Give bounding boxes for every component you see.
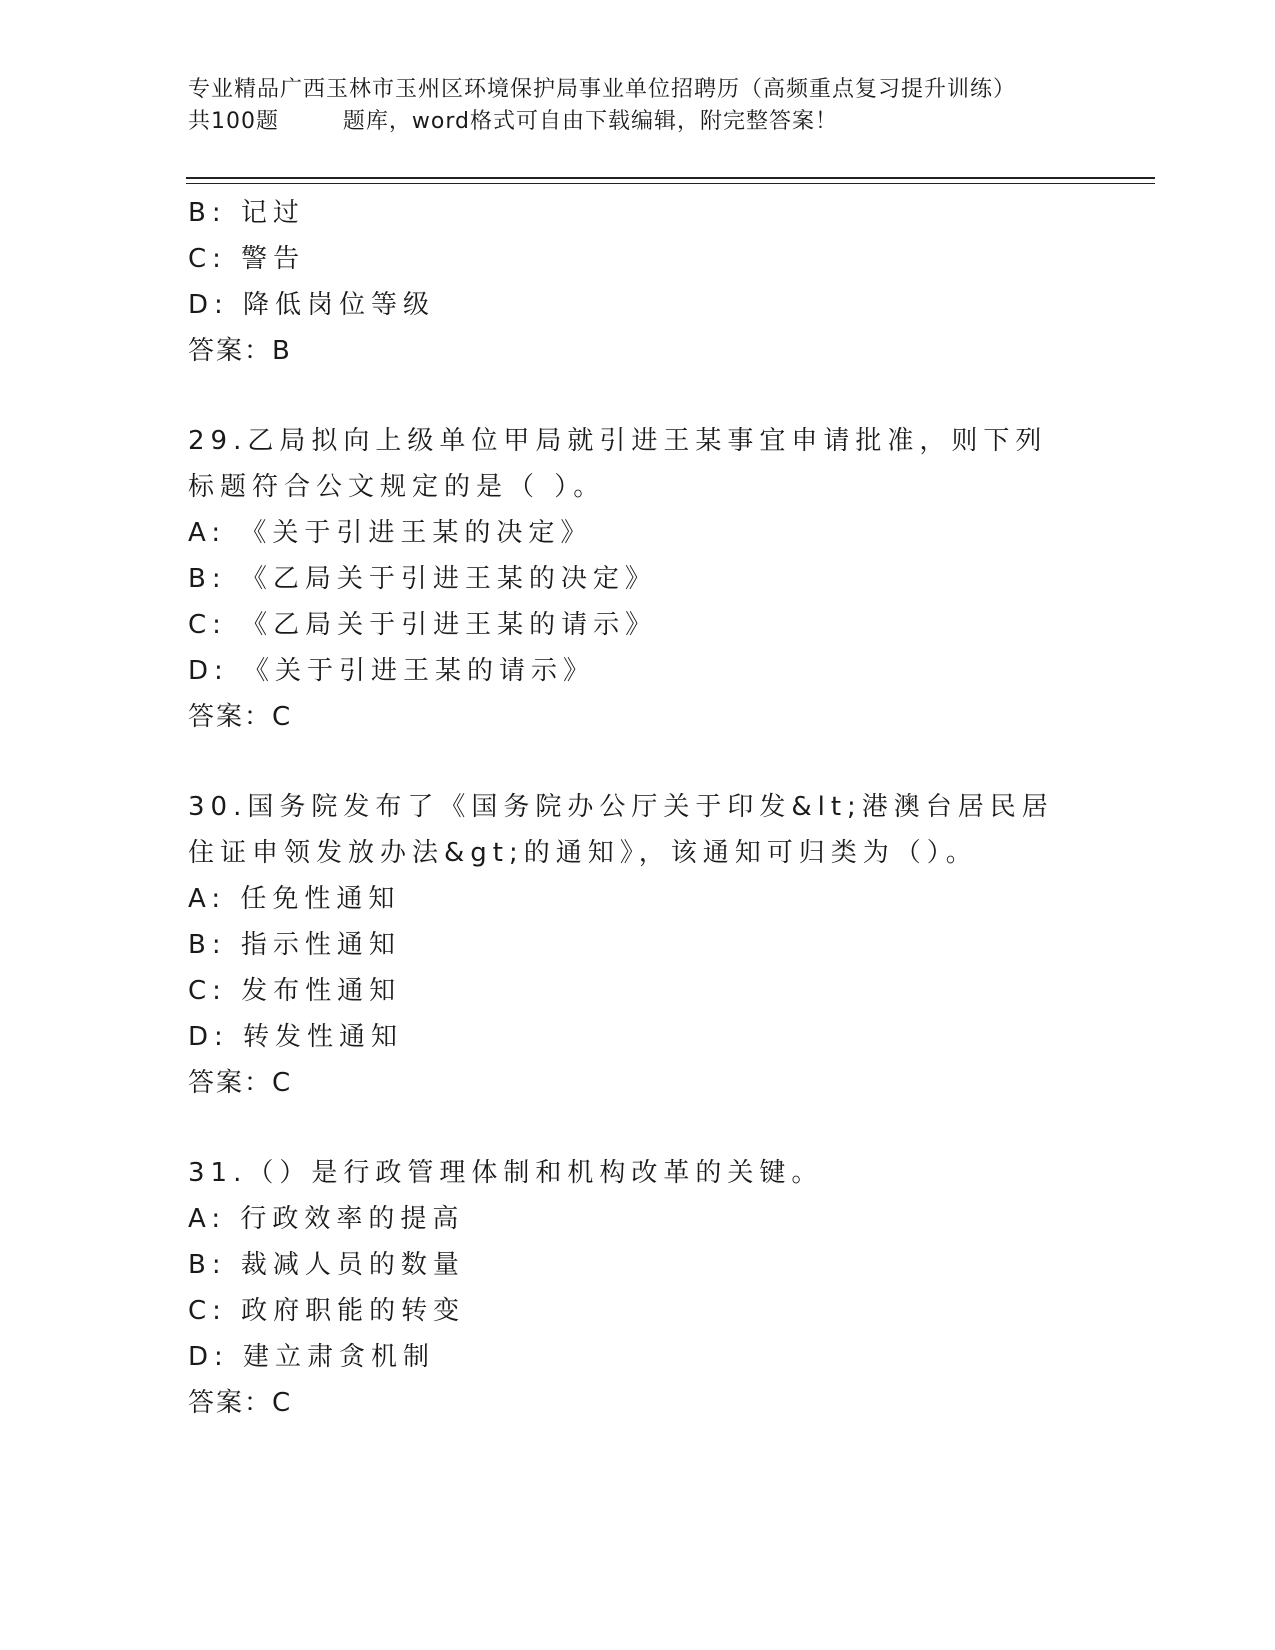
question-30 bbox=[188, 784, 1088, 1106]
question-stem: 30.国务院发布了《国务院办公厅关于印发&lt;港澳台居民居住证申领发放办法&gt;的通知》，该通知可归类为（）。 bbox=[188, 792, 1054, 868]
question-29 bbox=[188, 418, 1088, 740]
option-a: A: 任免性通知 bbox=[188, 884, 401, 914]
document-body bbox=[188, 190, 1088, 1426]
option-d: D: 降低岗位等级 bbox=[188, 290, 436, 320]
option-d: D: 转发性通知 bbox=[188, 1022, 404, 1052]
option-a: A: 行政效率的提高 bbox=[188, 1204, 465, 1234]
option-b: B: 裁减人员的数量 bbox=[188, 1250, 465, 1280]
option-d: D: 建立肃贪机制 bbox=[188, 1342, 436, 1372]
answer-line: 答案：C bbox=[188, 702, 293, 732]
answer-line: 答案：C bbox=[188, 1388, 293, 1418]
option-c: C: 发布性通知 bbox=[188, 976, 402, 1006]
document-header bbox=[188, 74, 1088, 138]
question-stem: 29.乙局拟向上级单位甲局就引进王某事宜申请批准，则下列标题符合公文规定的是（ ）。 bbox=[188, 426, 1048, 502]
header-rule-thin bbox=[186, 183, 1155, 184]
option-b: B: 《乙局关于引进王某的决定》 bbox=[188, 564, 657, 594]
option-b: B: 记过 bbox=[188, 198, 305, 228]
answer-line: 答案：C bbox=[188, 1068, 293, 1098]
answer-line: 答案：B bbox=[188, 336, 292, 366]
option-c: C: 警告 bbox=[188, 244, 306, 274]
option-c: C: 政府职能的转变 bbox=[188, 1296, 466, 1326]
option-a: A: 《关于引进王某的决定》 bbox=[188, 518, 593, 548]
header-title-line1: 专业精品广西玉林市玉州区环境保护局事业单位招聘历（高频重点复习提升训练） bbox=[188, 77, 1017, 102]
question-31 bbox=[188, 1150, 1088, 1426]
option-d: D: 《关于引进王某的请示》 bbox=[188, 656, 596, 686]
option-b: B: 指示性通知 bbox=[188, 930, 401, 960]
header-title-line2: 共100题 题库，word格式可自由下载编辑，附完整答案！ bbox=[188, 109, 839, 134]
question-28-continued bbox=[188, 190, 1088, 374]
option-c: C: 《乙局关于引进王某的请示》 bbox=[188, 610, 658, 640]
question-stem: 31.（）是行政管理体制和机构改革的关键。 bbox=[188, 1158, 824, 1188]
header-rule-thick bbox=[186, 177, 1155, 179]
